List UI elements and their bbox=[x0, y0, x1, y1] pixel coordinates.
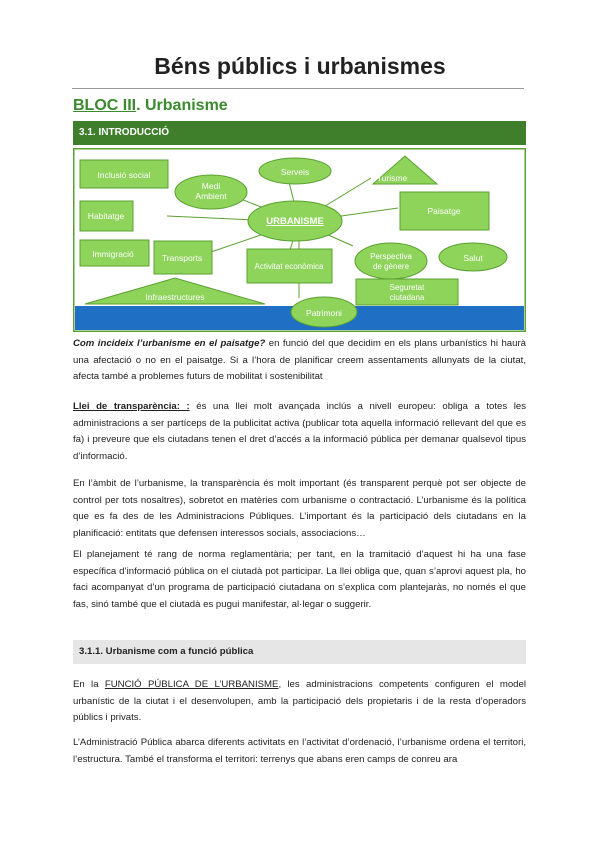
paragraph-transparencia bbox=[73, 399, 526, 465]
node-inclusio-social-label: Inclusió social bbox=[97, 170, 151, 180]
paragraph-ambit: En l’àmbit de l’urbanisme, la transparència és molt important (és transparent perquè pot ser objecte de control per tots nosaltres), sobretot en matèries com urbanisme o contractació. L’urbanisme és la política que es fa des de les Administracions Públiques. L’important és la participació dels ciutadans en la planificació: entitats que defensen interessos socials, associacions… bbox=[73, 478, 526, 539]
urbanisme-diagram bbox=[73, 148, 526, 332]
node-perspectiva-label-2: de gènere bbox=[372, 262, 410, 271]
paragraph-paisatge-lead: Com incideix l’urbanisme en el paisatge? bbox=[73, 338, 266, 349]
node-turisme-label: Turisme bbox=[376, 173, 408, 183]
paragraph-paisatge bbox=[73, 336, 526, 386]
node-salut-label: Salut bbox=[463, 253, 483, 263]
paragraph-planejament: El planejament té rang de norma reglamentària; per tant, en la tramitació d’aquest hi ha una fase específica d’informació pública on el ciutadà pot participar. La llei obliga que, quan s’aprovi aquest pla, ho faci acompanyat d’un programa de participació ciutadana on s’explica com plantejaràs, no només el que fas, sinó també que el ciutadà es pugui manifestar, al·legar o suggerir. bbox=[73, 549, 526, 610]
node-seguretat-label-2: ciutadana bbox=[389, 293, 425, 302]
page-title: Béns públics i urbanismes bbox=[154, 53, 446, 79]
node-medi-ambient-label-2: Ambient bbox=[195, 191, 227, 201]
paragraph-transparencia-lead: Llei de transparència: : bbox=[73, 401, 190, 412]
node-paisatge-label: Paisatge bbox=[427, 206, 461, 216]
node-infraestructures-label: Infraestructures bbox=[145, 292, 205, 302]
paragraph-administracio: L’Administració Pública abarca diferents activitats en l’activitat d’ordenació, l’urbanisme ordena el territori, l’estructura. També el transforma el territori: terrenys que abans eren camps de conreu ara bbox=[73, 737, 526, 765]
bloc-heading bbox=[73, 97, 228, 115]
section-bar: 3.1. INTRODUCCIÓ bbox=[73, 121, 526, 145]
paragraph-funcio-underlined: FUNCIÓ PÚBLICA DE L’URBANISME bbox=[104, 679, 279, 690]
paragraph-paisatge-text: en funció del que decidim en els plans urbanístics hi haurà una afectació o no en el paisatge. Si a l’hora de planificar creem assentaments allunyats de la ciutat, afecta també a problemes futurs de mobilitat i sostenibilitat bbox=[73, 338, 526, 382]
bloc-number: BLOC III bbox=[73, 97, 137, 114]
node-activitat-economica-label: Activitat econòmica bbox=[254, 262, 324, 271]
node-urbanisme-label: URBANISME bbox=[266, 216, 324, 227]
node-perspectiva-label-1: Perspectiva bbox=[370, 252, 412, 261]
title-divider bbox=[72, 88, 524, 89]
bloc-name: . Urbanisme bbox=[136, 97, 228, 114]
paragraph-transparencia-text: és una llei molt avançada inclús a nivell europeu: obliga a totes les administracions a ser partíceps de la publicitat activa (publicar tota aquella informació rellevant del que es fa) i preveure que els ciutadans tenen el dret d’accés a la informació pública per demanar qualsevol tipus d’informació. bbox=[73, 401, 527, 462]
node-transports-label: Transports bbox=[161, 253, 203, 263]
node-serveis-label: Serveis bbox=[280, 167, 310, 177]
paragraph-funcio-pre: En la bbox=[73, 679, 105, 690]
node-habitatge-label: Habitatge bbox=[87, 211, 125, 221]
paragraph-funcio-post: , les administracions competents configuren el model urbanístic de la ciutat i el desenvolupen, amb la participació dels propietaris i de la resta d’operadors públics i privats. bbox=[73, 679, 526, 723]
paragraph-funcio-publica bbox=[73, 677, 526, 727]
node-perspectiva-genere bbox=[355, 243, 427, 279]
node-medi-ambient-label-1: Medi bbox=[201, 181, 221, 191]
node-patrimoni-label: Patrimoni bbox=[306, 308, 342, 318]
node-seguretat-label-1: Seguretat bbox=[389, 283, 425, 292]
subsection-bar: 3.1.1. Urbanisme com a funció pública bbox=[73, 640, 526, 664]
node-immigracio-label: Immigració bbox=[92, 249, 134, 259]
